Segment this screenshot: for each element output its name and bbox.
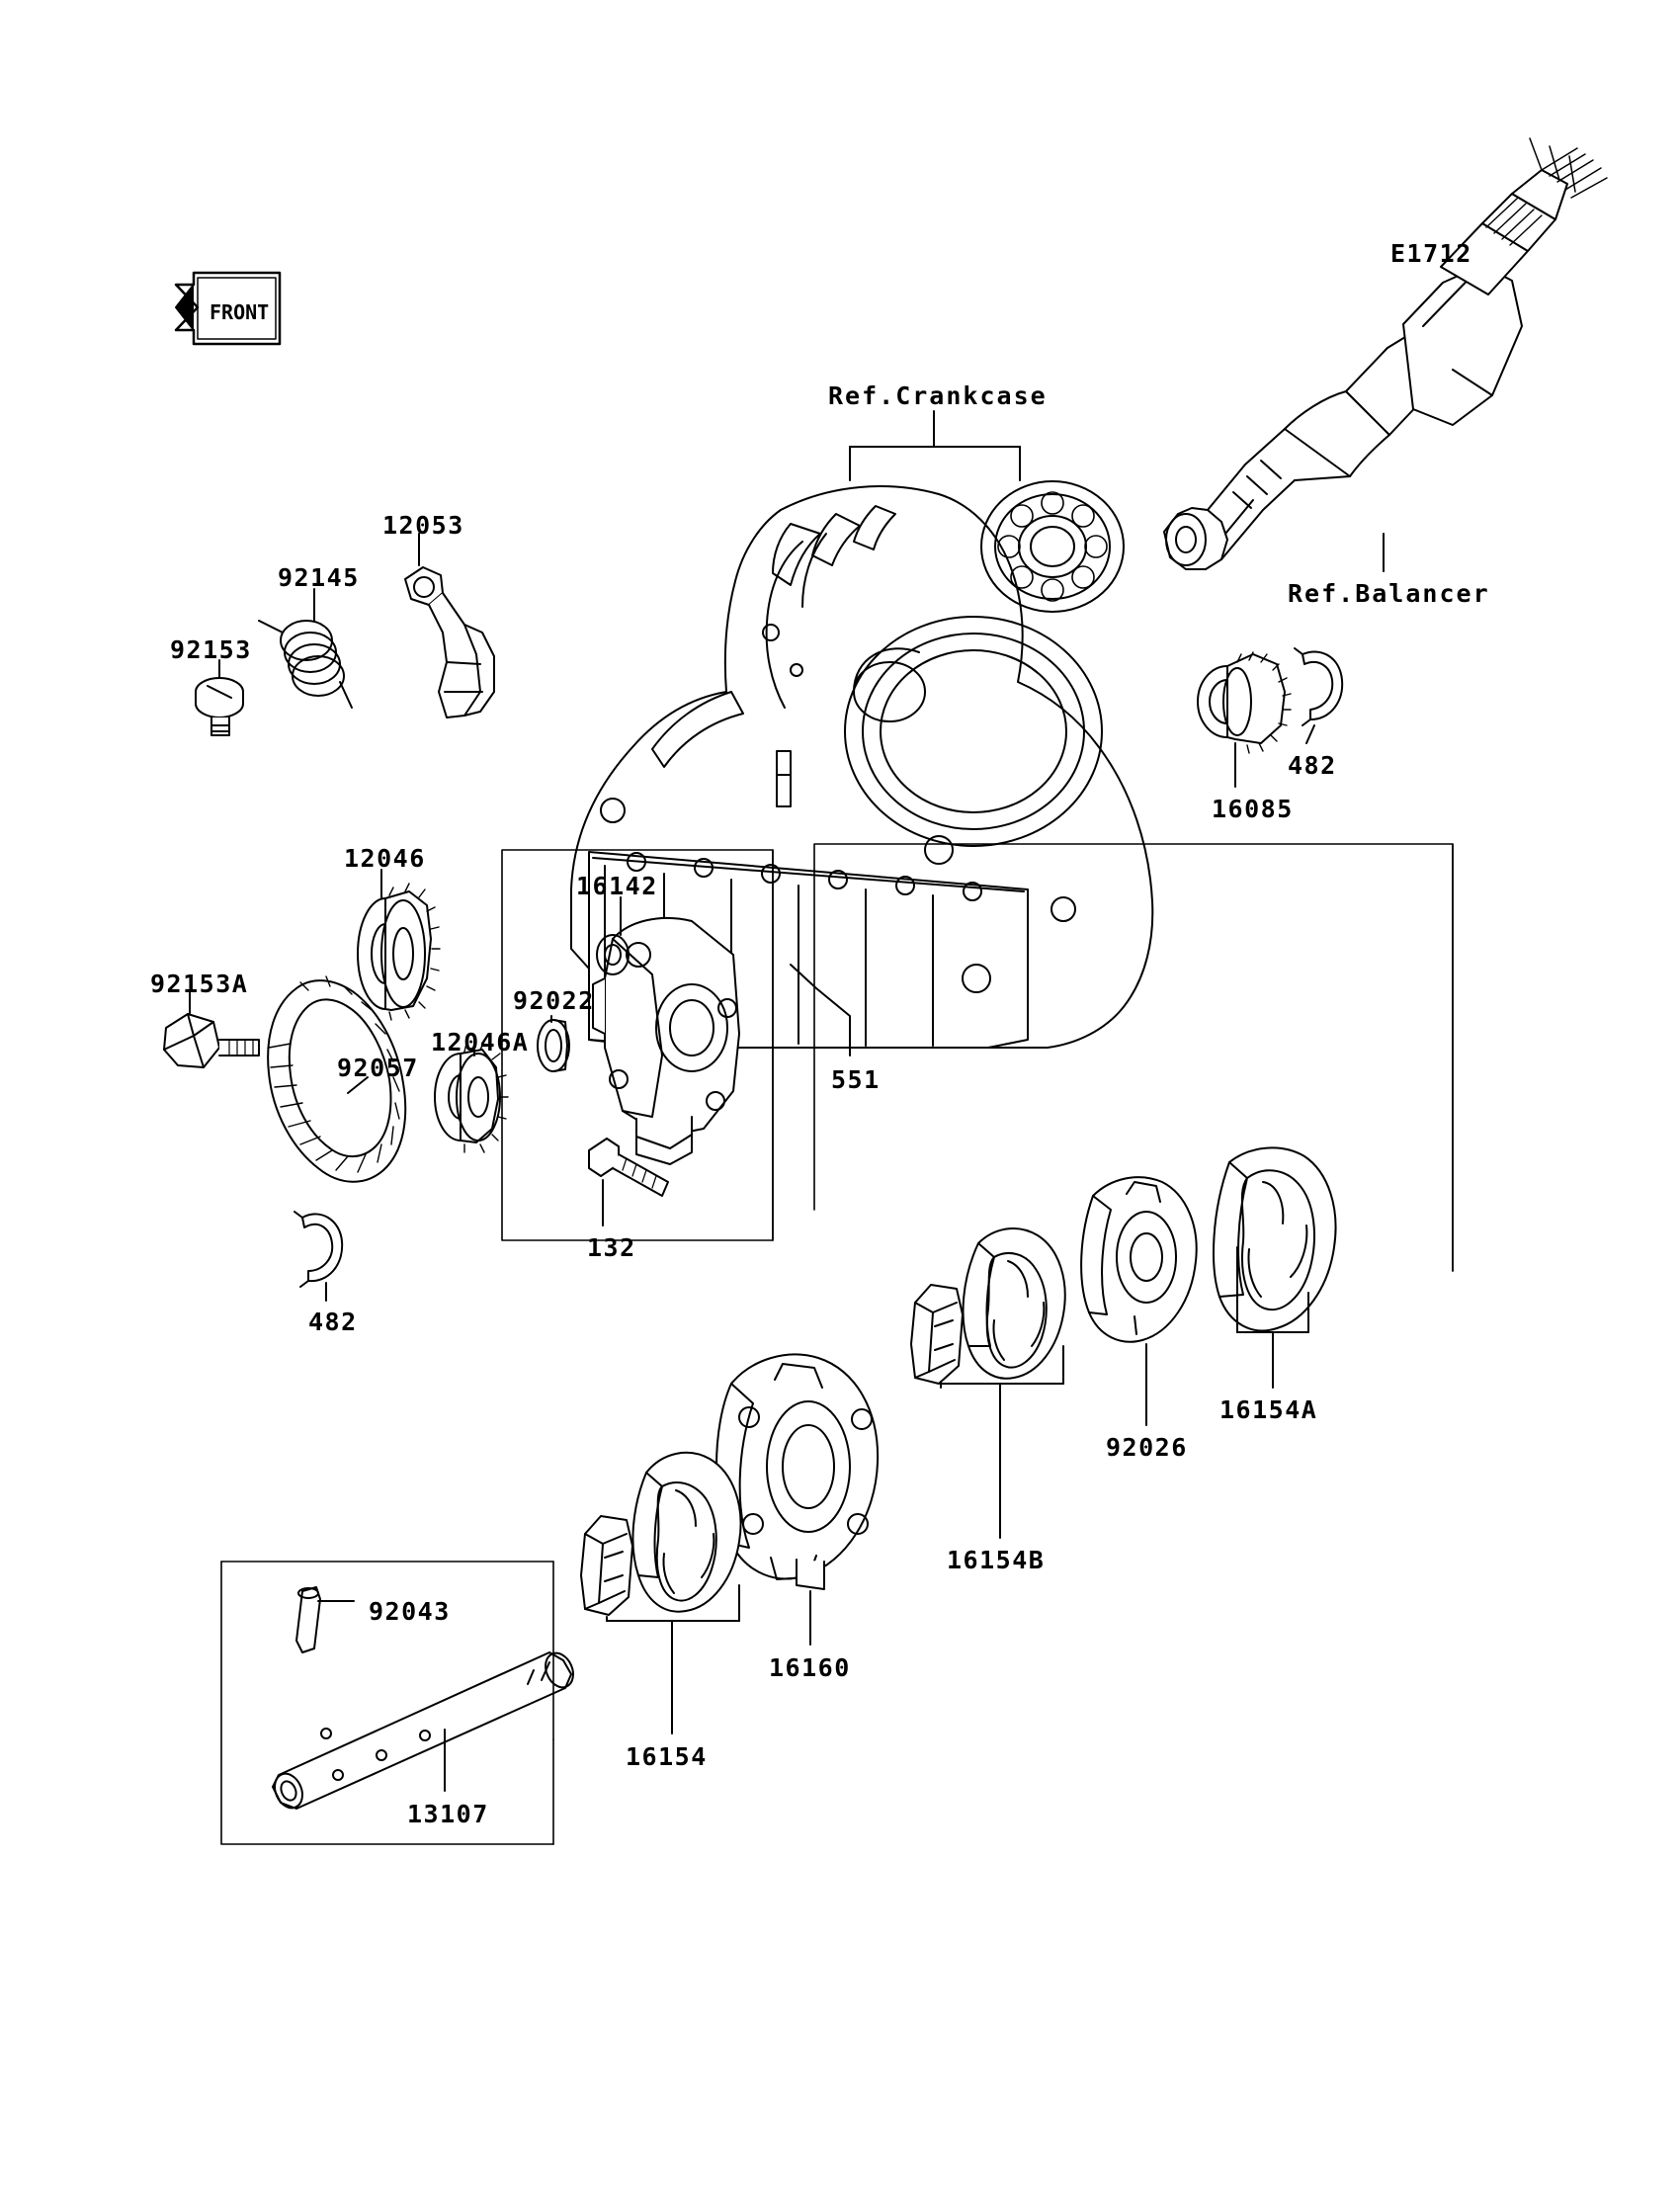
part-92145-label: 92145 <box>278 563 360 592</box>
ref-balancer-label: Ref.Balancer <box>1288 579 1490 608</box>
circlip-right <box>1295 648 1342 725</box>
washer-92022 <box>538 1020 569 1071</box>
part-12046-label: 12046 <box>344 844 426 873</box>
circlip-left <box>294 1212 342 1287</box>
rotor-16154A <box>1214 1147 1336 1330</box>
part-12046A-label: 12046A <box>431 1028 530 1056</box>
part-92043-label: 92043 <box>369 1597 451 1626</box>
spring-92145 <box>259 621 352 708</box>
shaft-13107 <box>270 1648 578 1812</box>
part-482-left-label: 482 <box>308 1308 358 1336</box>
oil-pump-driven-gear <box>1198 652 1291 753</box>
ref-crankcase-label: Ref.Crankcase <box>828 381 1048 410</box>
bolt-92153 <box>196 678 243 735</box>
rotor-vane-16154B <box>911 1285 963 1384</box>
shim-92026 <box>1081 1177 1197 1342</box>
part-92153A-label: 92153A <box>150 970 249 998</box>
pin-92043 <box>296 1587 320 1652</box>
part-13107-label: 13107 <box>407 1800 489 1828</box>
chain-guide-12053 <box>405 567 494 718</box>
part-132-label: 132 <box>587 1233 636 1262</box>
front-label: FRONT <box>210 300 270 324</box>
crank-bearing <box>981 481 1124 612</box>
part-16085-label: 16085 <box>1212 795 1294 823</box>
part-12053-label: 12053 <box>382 511 464 540</box>
rotor-vane-16154 <box>581 1516 632 1615</box>
part-16160-label: 16160 <box>769 1653 851 1682</box>
part-16154-label: 16154 <box>626 1742 708 1771</box>
diagram-code: E1712 <box>1390 239 1472 268</box>
part-92153-label: 92153 <box>170 635 252 664</box>
front-badge <box>184 273 293 354</box>
part-482-right-label: 482 <box>1288 751 1337 780</box>
part-16154B-label: 16154B <box>947 1546 1046 1574</box>
sprocket-12046 <box>358 884 440 1020</box>
part-16142-label: 16142 <box>576 872 658 900</box>
part-551-label: 551 <box>831 1065 881 1094</box>
rotor-16154B <box>964 1228 1065 1379</box>
part-92057-label: 92057 <box>337 1054 419 1082</box>
sprocket-12046A <box>435 1042 508 1152</box>
flange-bolt-92153A <box>164 1014 259 1067</box>
rotor-16154 <box>632 1453 740 1612</box>
part-92022-label: 92022 <box>513 986 595 1015</box>
pump-cover-16142 <box>593 918 739 1164</box>
pump-body-16160 <box>716 1354 878 1589</box>
balancer-shaft <box>1164 138 1607 569</box>
part-16154A-label: 16154A <box>1219 1395 1318 1424</box>
part-92026-label: 92026 <box>1106 1433 1188 1462</box>
